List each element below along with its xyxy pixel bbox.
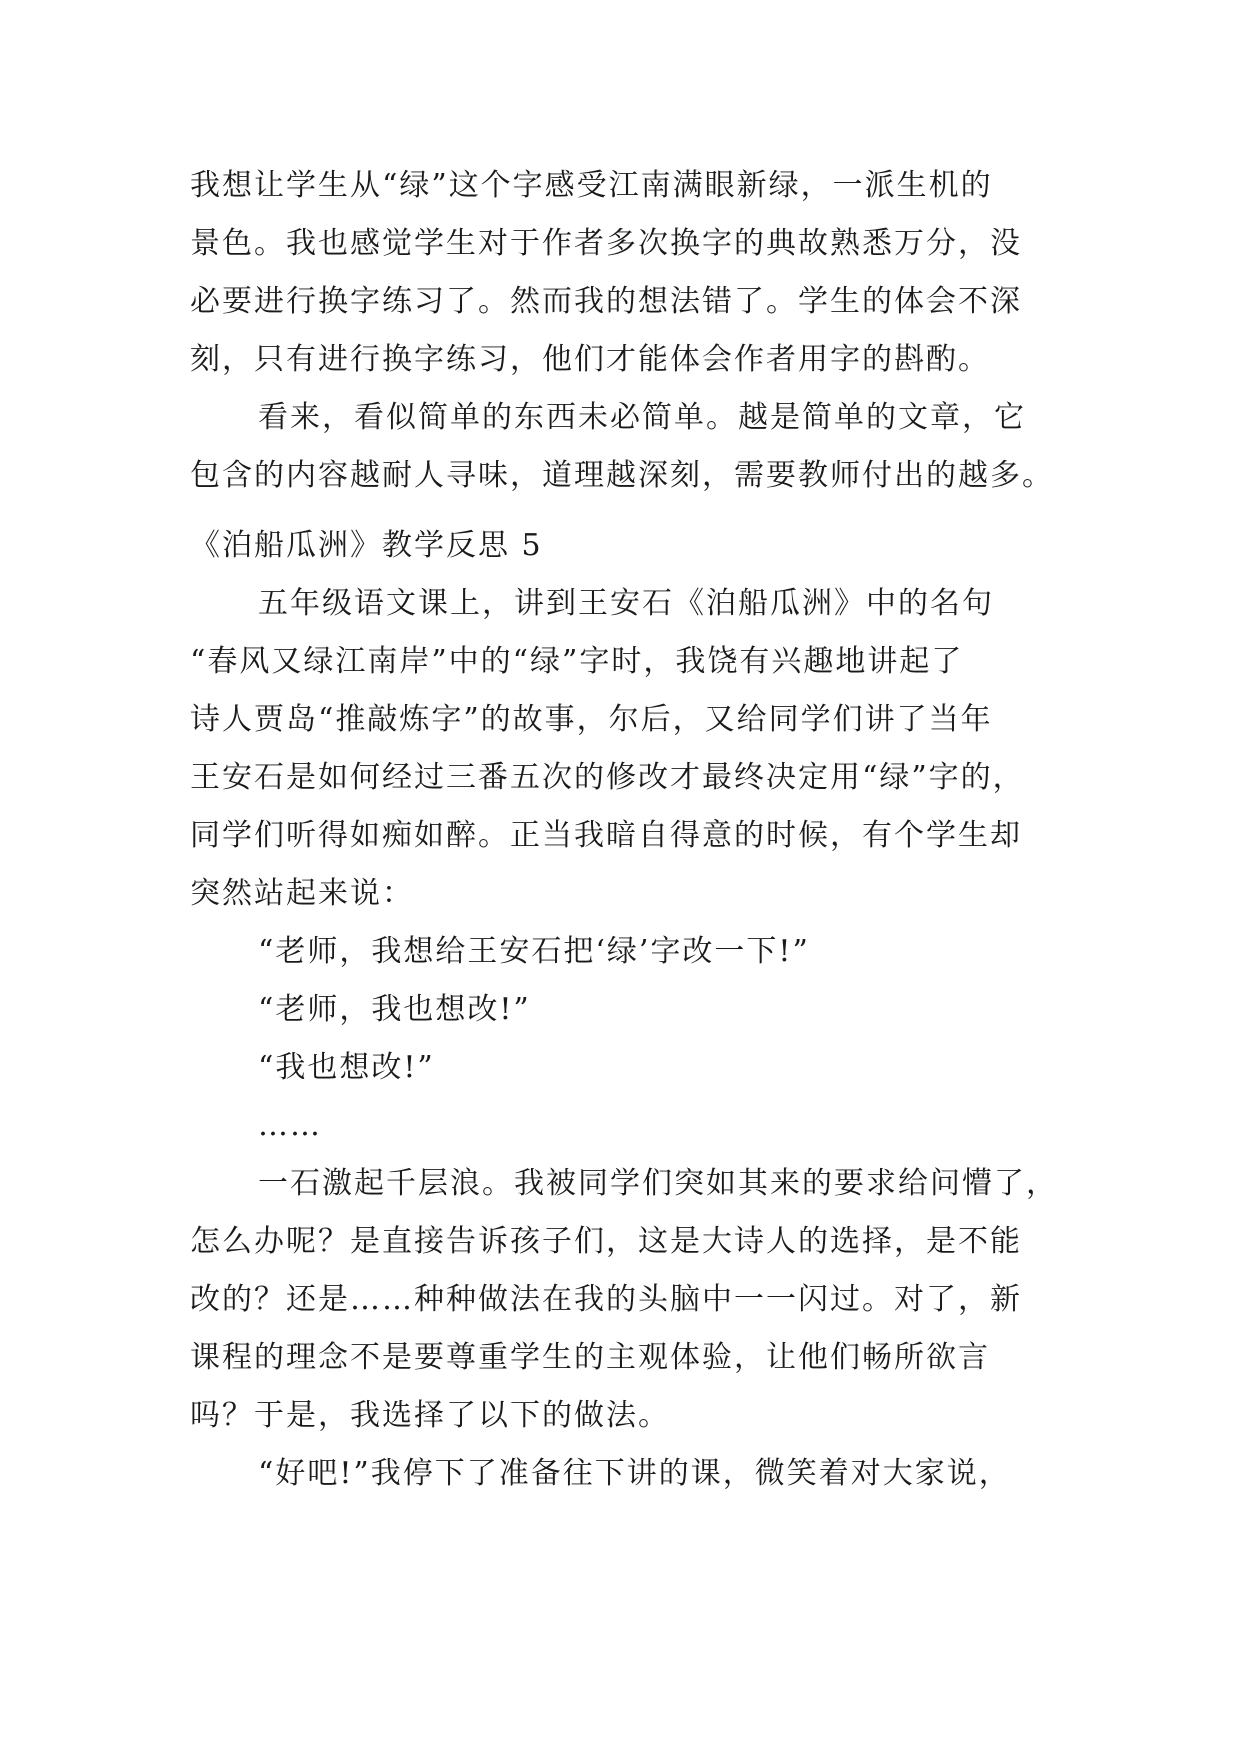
paragraph-3-line-1: 五年级语文课上，讲到王安石《泊船瓜洲》中的名句 <box>258 586 994 621</box>
paragraph-4-line-3: 改的？还是……种种做法在我的头脑中一一闪过。对了，新 <box>190 1282 1022 1317</box>
paragraph-2-line-1: 看来，看似简单的东西未必简单。越是简单的文章，它 <box>258 400 1026 435</box>
paragraph-5-line-1: “好吧!”我停下了准备往下讲的课，微笑着对大家说， <box>258 1456 1011 1491</box>
paragraph-3-line-3: 诗人贾岛“推敲炼字”的故事，尔后，又给同学们讲了当年 <box>190 702 993 737</box>
paragraph-1-line-1: 我想让学生从“绿”这个字感受江南满眼新绿，一派生机的 <box>190 168 993 203</box>
paragraph-1-line-2: 景色。我也感觉学生对于作者多次换字的典故熟悉万分，没 <box>190 226 1022 261</box>
dialogue-line-3: “我也想改!” <box>258 1050 435 1085</box>
paragraph-3-line-2: “春风又绿江南岸”中的“绿”字时，我饶有兴趣地讲起了 <box>190 644 964 679</box>
paragraph-4-line-5: 吗？于是，我选择了以下的做法。 <box>190 1398 670 1433</box>
paragraph-3-line-6: 突然站起来说： <box>190 876 414 911</box>
paragraph-4-line-1: 一石激起千层浪。我被同学们突如其来的要求给问懵了， <box>258 1166 1058 1201</box>
paragraph-3-line-5: 同学们听得如痴如醉。正当我暗自得意的时候，有个学生却 <box>190 818 1022 853</box>
paragraph-1-line-3: 必要进行换字练习了。然而我的想法错了。学生的体会不深 <box>190 284 1022 319</box>
paragraph-2-line-2: 包含的内容越耐人寻味，道理越深刻，需要教师付出的越多。 <box>190 458 1054 493</box>
dialogue-ellipsis: …… <box>258 1108 322 1143</box>
paragraph-4-line-4: 课程的理念不是要尊重学生的主观体验，让他们畅所欲言 <box>190 1340 990 1375</box>
paragraph-4-line-2: 怎么办呢？是直接告诉孩子们，这是大诗人的选择，是不能 <box>190 1224 1022 1259</box>
dialogue-line-2: “老师，我也想改!” <box>258 992 531 1027</box>
section-title: 《泊船瓜洲》教学反思 5 <box>190 528 543 563</box>
paragraph-1-line-4: 刻，只有进行换字练习，他们才能体会作者用字的斟酌。 <box>190 342 990 377</box>
dialogue-line-1: “老师，我想给王安石把‘绿’字改一下!” <box>258 934 810 969</box>
paragraph-3-line-4: 王安石是如何经过三番五次的修改才最终决定用“绿”字的， <box>190 760 1025 795</box>
